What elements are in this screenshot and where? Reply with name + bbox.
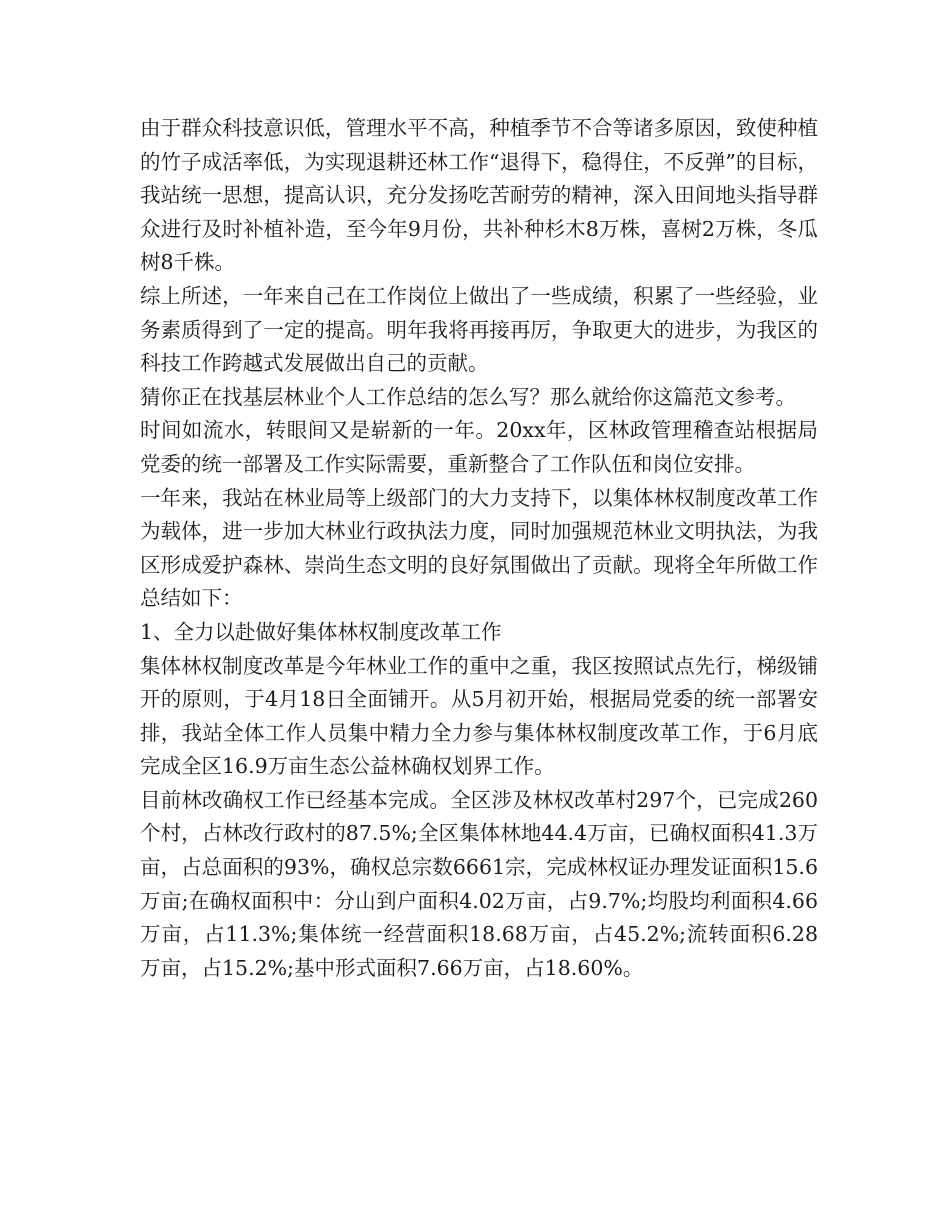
section-heading-1: 1、全力以赴做好集体林权制度改革工作 [140, 619, 502, 644]
paragraph-reform: 集体林权制度改革是今年林业工作的重中之重，我区按照试点先行，梯级铺开的原则，于4月18日全面铺开。从5月初开始，根据局党委的统一部署安排，我站全体工作人员集中精力全力参与集体林权制度改革工作，于6月底完成全区16.9万亩生态公益林确权划界工作。 [140, 653, 818, 779]
paragraph-intro-note: 猜你正在找基层林业个人工作总结的怎么写？那么就给你这篇范文参考。 [140, 384, 796, 409]
paragraph-year-review: 一年来，我站在林业局等上级部门的大力支持下，以集体林权制度改革工作为载体，进一步加大林业行政执法力度，同时加强规范林业文明执法，为我区形成爱护森林、崇尚生态文明的良好氛围做出了贡献。现将全年所做工作总结如下： [140, 485, 818, 611]
document-body [140, 112, 818, 985]
paragraph-summary: 综上所述，一年来自己在工作岗位上做出了一些成绩，积累了一些经验，业务素质得到了一定的提高。明年我将再接再厉，争取更大的进步，为我区的科技工作跨越式发展做出自己的贡献。 [140, 283, 818, 376]
paragraph-new-year: 时间如流水，转眼间又是崭新的一年。20xx年，区林政管理稽查站根据局党委的统一部署及工作实际需要，重新整合了工作队伍和岗位安排。 [140, 418, 818, 476]
paragraph-statistics: 目前林改确权工作已经基本完成。全区涉及林权改革村297个，已完成260个村，占林改行政村的87.5%;全区集体林地44.4万亩，已确权面积41.3万亩，占总面积的93%，确权总宗数6661宗，完成林权证办理发证面积15.6万亩;在确权面积中：分山到户面积4.02万亩，占9.7%;均股均利面积4.66万亩，占11.3%;集体统一经营面积18.68万亩，占45.2%;流转面积6.28万亩，占15.2%;基中形式面积7.66万亩，占18.60%。 [140, 787, 818, 980]
paragraph-replanting: 由于群众科技意识低，管理水平不高，种植季节不合等诸多原因，致使种植的竹子成活率低，为实现退耕还林工作“退得下，稳得住，不反弹”的目标，我站统一思想，提高认识，充分发扬吃苦耐劳的精神，深入田间地头指导群众进行及时补植补造，至今年9月份，共补种杉木8万株，喜树2万株，冬瓜树8千株。 [140, 116, 818, 275]
